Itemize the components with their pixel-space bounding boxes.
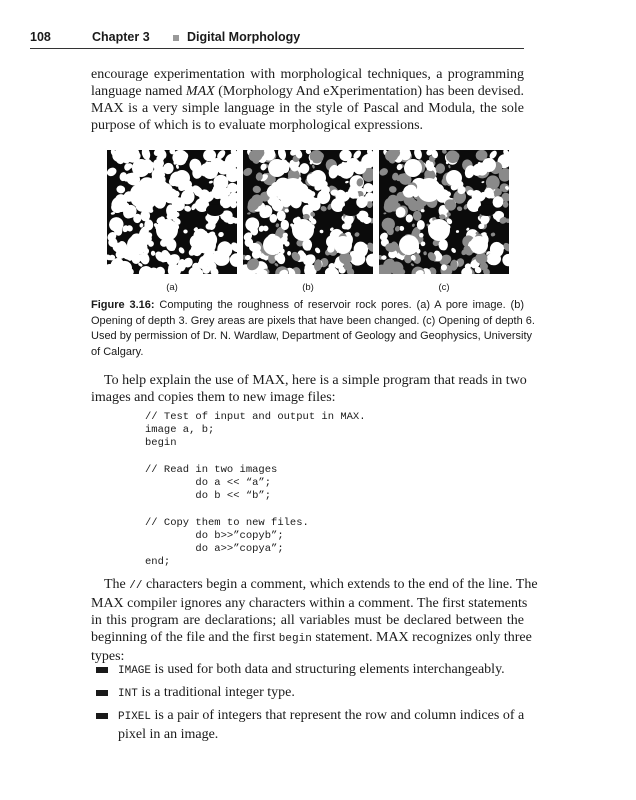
large-pore — [210, 158, 224, 172]
text-line: types: — [91, 649, 125, 664]
pore-grain — [167, 214, 175, 220]
text-line: language named MAX (Morphology And eXperimentation) has been devised. — [91, 84, 524, 99]
figure-caption: Figure 3.16: Computing the roughness of reservoir rock pores. (a) A pore image. (b) Opening of depth 3. Grey areas are pixels that have been changed. (c) Opening of depth 6. Used by permission of Dr. N. Wardlaw, Department of Geology and Geophysics, University of Calgary. — [91, 298, 524, 360]
list-item: INT is a traditional integer type. — [91, 684, 524, 703]
large-pore — [470, 236, 488, 254]
large-pore — [156, 219, 178, 241]
pore-image-a — [107, 150, 237, 274]
text-line: purpose of which is to evaluate morphological expressions. — [91, 118, 424, 133]
inline-code: IMAGE — [118, 665, 152, 677]
large-pore — [482, 158, 496, 172]
large-pore — [292, 219, 314, 241]
text-line: MAX is a very simple language in the style of Pascal and Modula, the sole — [91, 101, 524, 116]
header-separator — [173, 35, 179, 41]
large-pore — [417, 178, 441, 202]
code-block-read: // Read in two images do a << “a”; do b << “b”; — [145, 464, 278, 502]
intro-paragraph — [91, 66, 524, 134]
text-line: To help explain the use of MAX, here is a simple program that reads in two — [104, 373, 527, 388]
pore-grain — [404, 254, 412, 263]
pore-grain — [285, 209, 289, 213]
inline-code: INT — [118, 688, 138, 700]
inline-code: begin — [278, 633, 312, 645]
program-intro-paragraph — [91, 372, 527, 406]
code-block-declarations: // Test of input and output in MAX. image a, b; begin — [145, 411, 366, 449]
large-pore — [281, 178, 305, 202]
large-pore — [268, 159, 286, 177]
large-pore — [198, 236, 216, 254]
large-pore — [446, 170, 462, 186]
inline-code: // — [129, 580, 143, 592]
pore-image-b — [243, 150, 373, 274]
max-name: MAX — [185, 84, 215, 99]
comment-explanation-paragraph — [91, 576, 538, 665]
subfigure-label-c: (c) — [438, 282, 450, 293]
type-list — [91, 661, 524, 747]
solid-region — [478, 204, 496, 216]
solid-region — [342, 204, 360, 216]
caption-line: Used by permission of Dr. N. Wardlaw, Department of Geology and Geophysics, University — [91, 330, 532, 342]
large-pore — [127, 235, 147, 255]
large-pore — [404, 159, 422, 177]
caption-label: Figure 3.16: — [91, 299, 155, 311]
bullet-marker — [96, 667, 108, 673]
figure-panel-b — [243, 150, 373, 274]
pore-grain — [303, 214, 310, 220]
text-line: in this program are declarations; all variables must be declared between the — [91, 613, 524, 628]
subfigure-label-b: (b) — [302, 282, 314, 293]
pore-grain — [439, 214, 445, 219]
page-number: 108 — [30, 30, 51, 44]
caption-line: Opening of depth 3. Grey areas are pixels that have been changed. (c) Opening of depth 6. — [91, 314, 535, 327]
figure-panel-c — [379, 150, 509, 274]
large-pore — [174, 170, 190, 186]
text-line: The // characters begin a comment, which extends to the end of the line. The — [104, 577, 538, 592]
large-pore — [399, 235, 419, 255]
text-line: beginning of the file and the first begin statement. MAX recognizes only three — [91, 630, 532, 645]
large-pore — [132, 159, 150, 177]
large-pore — [263, 235, 283, 255]
large-pore — [310, 170, 326, 186]
pore-grain — [421, 209, 425, 212]
text-line: MAX compiler ignores any characters within a comment. The first statements — [91, 596, 528, 611]
code-block-copy: // Copy them to new files. do b>>”copyb”; do a>>”copya”; end; — [145, 517, 309, 568]
list-item: IMAGE is used for both data and structuring elements interchangeably. — [91, 661, 524, 680]
pore-image-c — [379, 150, 509, 274]
bullet-marker — [96, 690, 108, 696]
large-pore — [145, 178, 169, 202]
chapter-label: Chapter 3 — [92, 30, 150, 44]
subfigure-label-a: (a) — [166, 282, 178, 293]
inline-code: PIXEL — [118, 711, 152, 723]
figure-3-16 — [107, 150, 509, 274]
running-header — [30, 30, 524, 49]
figure-panel-a — [107, 150, 237, 274]
caption-line: of Calgary. — [91, 345, 144, 358]
bullet-marker — [96, 713, 108, 719]
solid-region — [206, 204, 224, 216]
large-pore — [334, 236, 352, 254]
text-line: encourage experimentation with morphological techniques, a programming — [91, 67, 524, 82]
large-pore — [346, 158, 360, 172]
large-pore — [428, 219, 450, 241]
text-line: images and copies them to new image files: — [91, 390, 336, 405]
chapter-title: Digital Morphology — [187, 30, 301, 44]
list-item: PIXEL is a pair of integers that represent the row and column indices of a pixel in an image. — [91, 707, 524, 743]
